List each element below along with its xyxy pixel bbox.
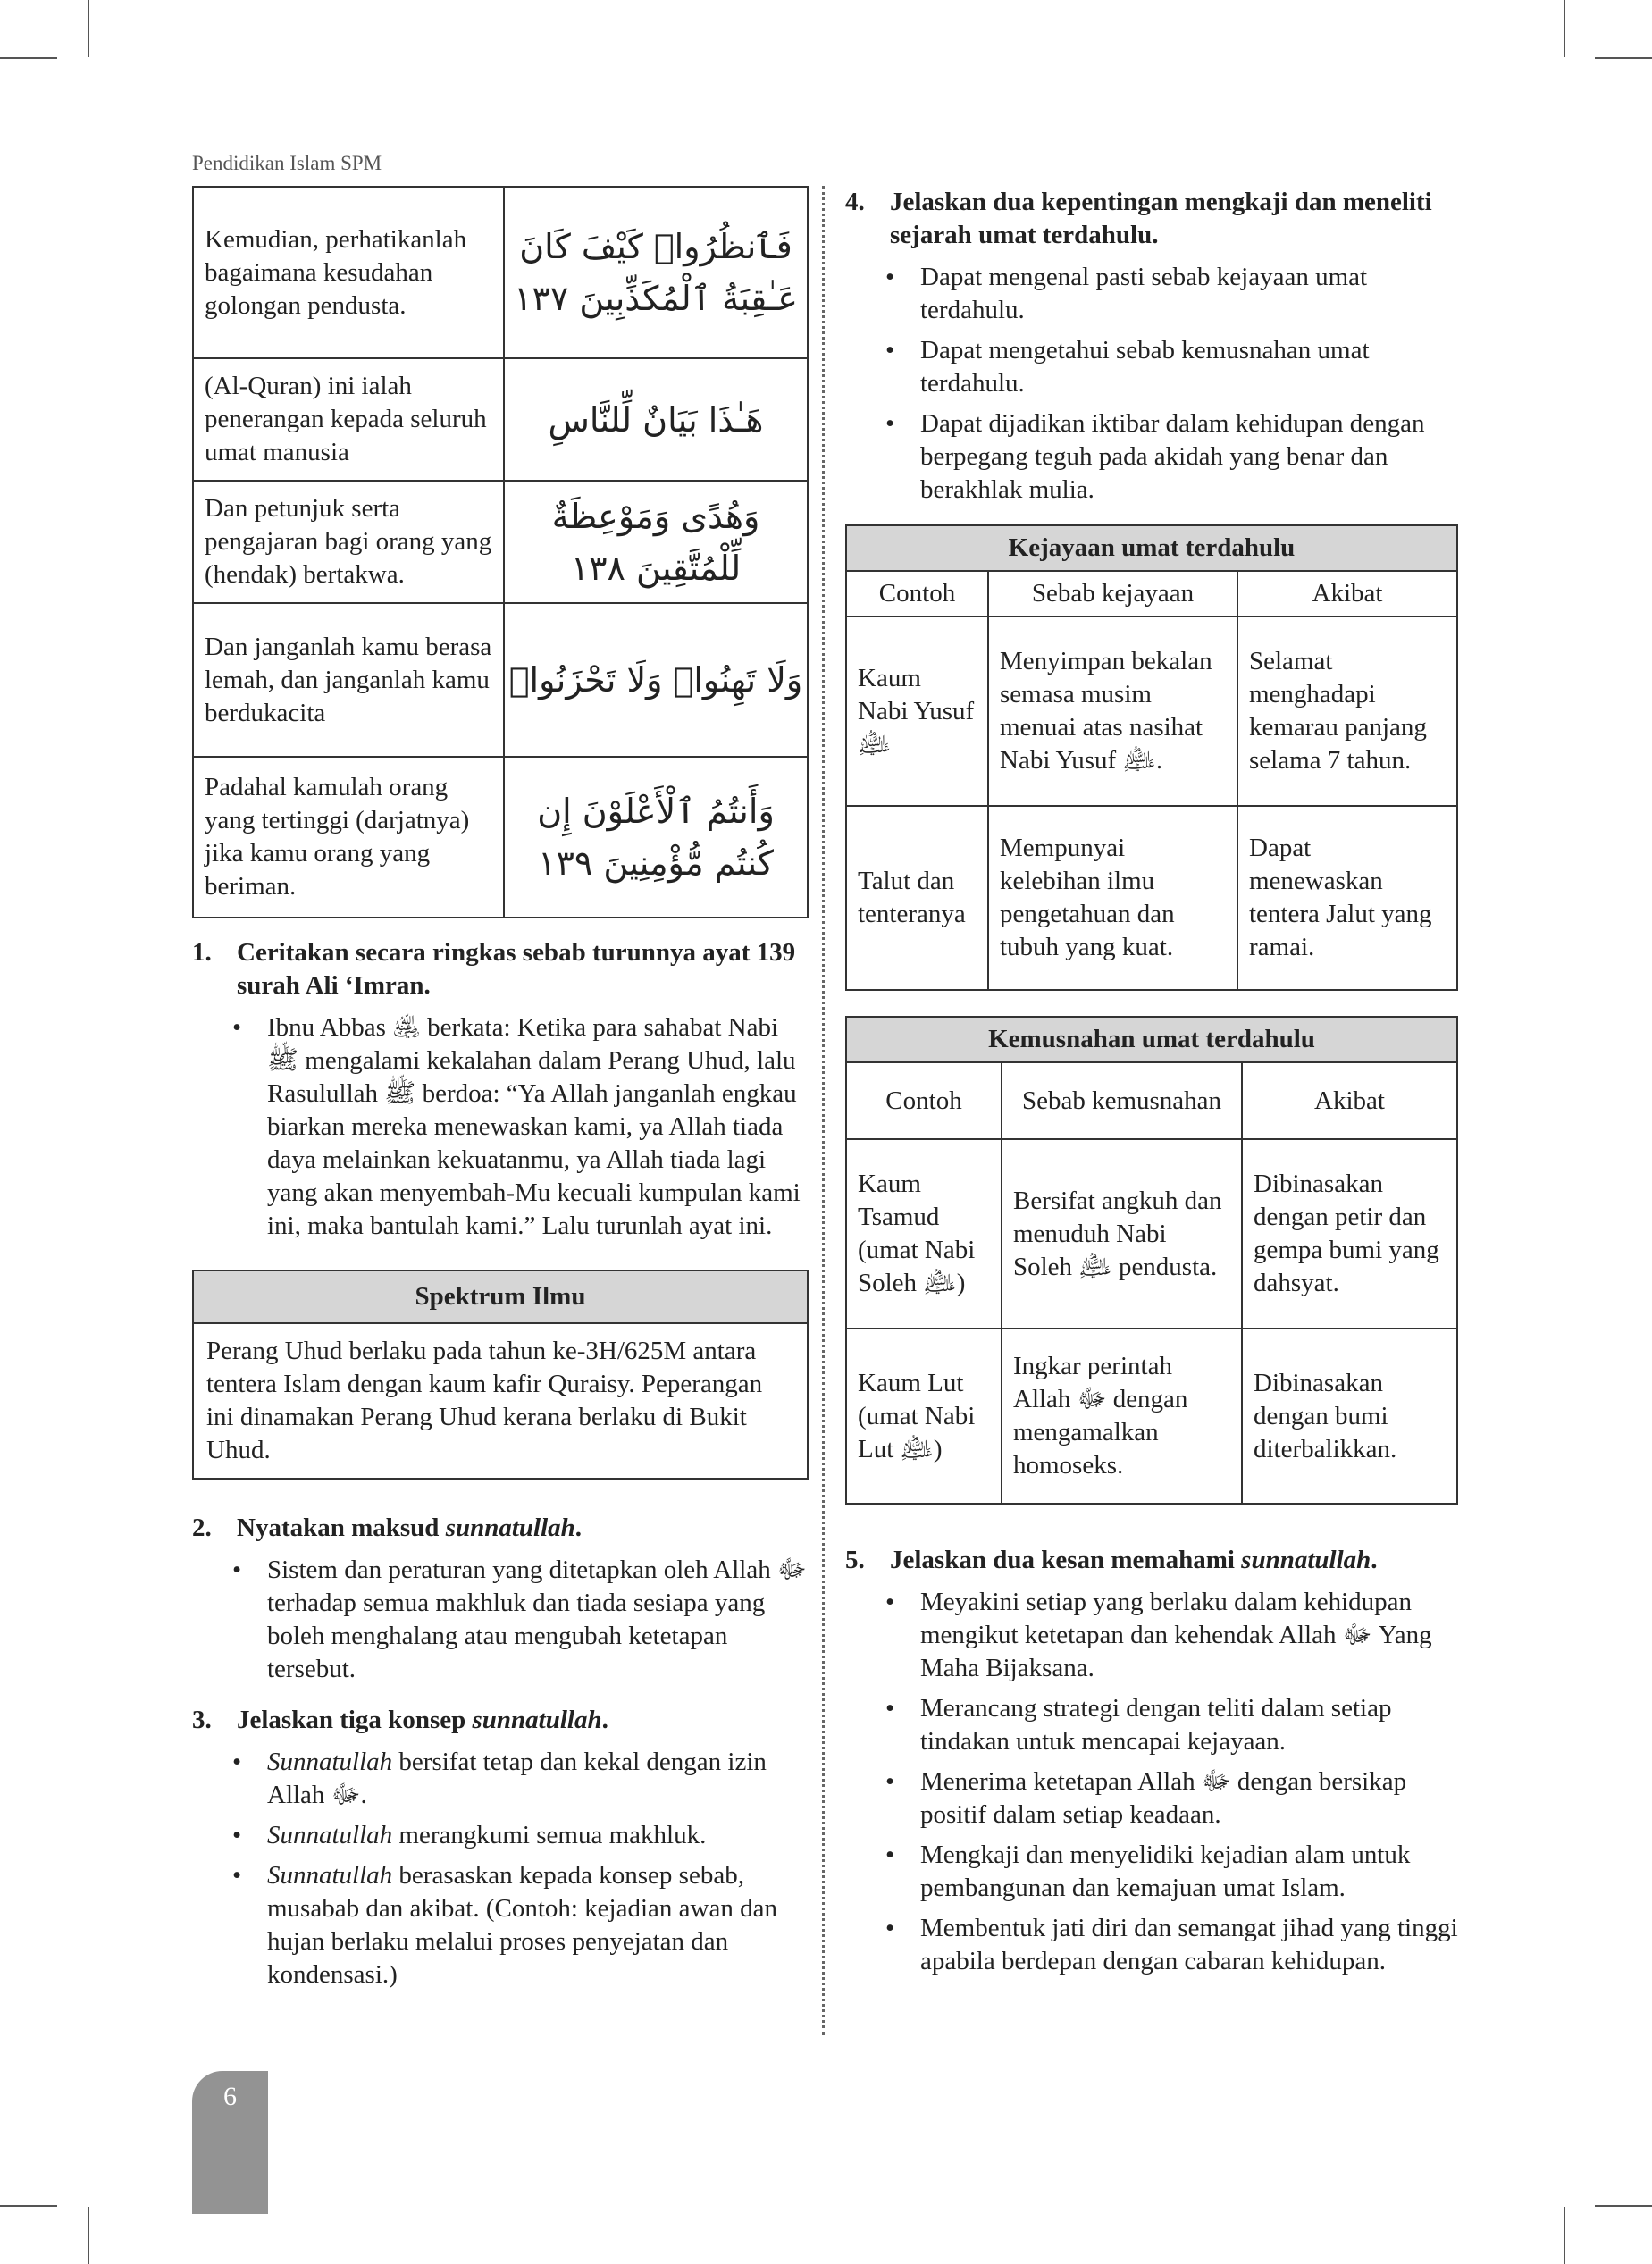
column-header: Sebab kejayaan (988, 571, 1237, 616)
table-cell: Mempunyai kelebihan ilmu pengetahuan dan tubuh yang kuat. (988, 806, 1237, 990)
verse-arabic: وَهُدًى وَمَوْعِظَةٌ لِّلْمُتَّقِينَ ١٣٨ (504, 481, 808, 603)
table-row (846, 1329, 1457, 1504)
column-header: Contoh (846, 1062, 1002, 1139)
verse-translation: Dan petunjuk serta pengajaran bagi orang yang (hendak) bertakwa. (193, 481, 504, 603)
crop-mark (1564, 0, 1565, 57)
spektrum-ilmu-box (192, 1270, 809, 1480)
crop-mark (1564, 2207, 1565, 2264)
right-column (845, 186, 1458, 1985)
table-row (193, 481, 808, 603)
verse-translation: Kemudian, perhatikanlah bagaimana kesudahan golongan pendusta. (193, 187, 504, 358)
table-row (846, 1139, 1457, 1329)
crop-mark (0, 2205, 57, 2207)
verse-arabic: هَـٰذَا بَيَانٌ لِّلنَّاسِ (504, 358, 808, 481)
answer-list-2 (192, 1554, 809, 1686)
table-row (846, 806, 1457, 990)
table-cell: Kaum Nabi Yusuf ﵇ (846, 616, 988, 806)
box-body: Perang Uhud berlaku pada tahun ke-3H/625M antara tentera Islam dengan kaum kafir Quraisy. Peperangan ini dinamakan Perang Uhud kerana berlaku di Bukit Uhud. (206, 1337, 763, 1464)
crop-mark (0, 57, 57, 59)
kemusnahan-table (845, 1016, 1458, 1505)
table-header-row (846, 1062, 1457, 1139)
table-cell: Dapat menewaskan tentera Jalut yang ramai. (1237, 806, 1457, 990)
table-row (193, 757, 808, 918)
verse-translation: Dan janganlah kamu berasa lemah, dan janganlah kamu berdukacita (193, 603, 504, 757)
question-5: 5. Jelaskan dua kesan memahami sunnatullah. (845, 1546, 1378, 1574)
answer-list-4 (845, 261, 1458, 507)
crop-mark (88, 0, 89, 57)
list-item: • Membentuk jati diri dan semangat jihad yang tinggi apabila berdepan dengan cabaran kehidupan. (845, 1912, 1458, 1978)
list-item: • Ibnu Abbas ﵁ berkata: Ketika para sahabat Nabi ﷺ mengalami kekalahan dalam Perang Uhud, lalu Rasulullah ﷺ berdoa: “Ya Allah janganlah engkau biarkan mereka menewaskan kami, ya Allah tiada daya melainkan kekuatanmu, ya Allah tiada lagi yang akan menyembah-Mu kecuali kumpulan kami ini, maka bantulah kami.” Lalu turunlah ayat ini. (192, 1011, 809, 1243)
table-header-row (846, 571, 1457, 616)
crop-mark (1595, 2205, 1652, 2207)
table-cell: Menyimpan bekalan semasa musim menuai atas nasihat Nabi Yusuf ﵇. (988, 616, 1237, 806)
left-column (192, 186, 809, 1999)
table-cell: Bersifat angkuh dan menuduh Nabi Soleh ﵇ pendusta. (1002, 1139, 1242, 1329)
table-row (193, 187, 808, 358)
running-header: Pendidikan Islam SPM (192, 152, 382, 174)
list-item: • Sunnatullah merangkumi semua makhluk. (192, 1819, 809, 1852)
table-cell: Ingkar perintah Allah ﷻ dengan mengamalkan homoseks. (1002, 1329, 1242, 1504)
list-item: • Dapat mengenal pasti sebab kejayaan umat terdahulu. (845, 261, 1458, 327)
table-cell: Talut dan tenteranya (846, 806, 988, 990)
question-3: 3. Jelaskan tiga konsep sunnatullah. (192, 1706, 608, 1734)
answer-list-3 (192, 1746, 809, 1991)
verse-table (192, 186, 809, 918)
list-item: • Sunnatullah berasaskan kepada konsep sebab, musabab dan akibat. (Contoh: kejadian awan dan hujan berlaku melalui proses penyejatan dan kondensasi.) (192, 1859, 809, 1991)
question-2: 2. Nyatakan maksud sunnatullah. (192, 1514, 583, 1542)
list-item: • Sistem dan peraturan yang ditetapkan oleh Allah ﷻ terhadap semua makhluk dan tiada sesiapa yang boleh menghalang atau mengubah ketetapan tersebut. (192, 1554, 809, 1686)
table-cell: Dibinasakan dengan petir dan gempa bumi yang dahsyat. (1242, 1139, 1457, 1329)
list-item: • Dapat dijadikan iktibar dalam kehidupan dengan berpegang teguh pada akidah yang benar dan berakhlak mulia. (845, 407, 1458, 507)
column-header: Contoh (846, 571, 988, 616)
question-1: 1. Ceritakan secara ringkas sebab turunnya ayat 139 surah Ali ‘Imran. (192, 938, 796, 1000)
page-number-tab (192, 2071, 268, 2214)
list-item: • Sunnatullah bersifat tetap dan kekal dengan izin Allah ﷻ. (192, 1746, 809, 1812)
column-header: Akibat (1242, 1062, 1457, 1139)
list-item: • Mengkaji dan menyelidiki kejadian alam untuk pembangunan dan kemajuan umat Islam. (845, 1839, 1458, 1905)
answer-list-1 (192, 1011, 809, 1243)
crop-mark (1595, 57, 1652, 59)
crop-mark (88, 2207, 89, 2264)
list-item: • Merancang strategi dengan teliti dalam setiap tindakan untuk mencapai kejayaan. (845, 1692, 1458, 1758)
verse-arabic: فَٱنظُرُوا۟ كَيْفَ كَانَ عَـٰقِبَةُ ٱلْمُكَذِّبِينَ ١٣٧ (504, 187, 808, 358)
verse-arabic: وَلَا تَهِنُوا۟ وَلَا تَحْزَنُوا۟ (504, 603, 808, 757)
list-item: • Menerima ketetapan Allah ﷻ dengan bersikap positif dalam setiap keadaan. (845, 1765, 1458, 1832)
verse-translation: Padahal kamulah orang yang tertinggi (darjatnya) jika kamu orang yang beriman. (193, 757, 504, 918)
answer-list-5 (845, 1586, 1458, 1978)
table-cell: Selamat menghadapi kemarau panjang selama 7 tahun. (1237, 616, 1457, 806)
box-title: Spektrum Ilmu (194, 1271, 807, 1324)
question-4: 4. Jelaskan dua kepentingan mengkaji dan meneliti sejarah umat terdahulu. (845, 188, 1432, 249)
page-number: 6 (223, 2082, 237, 2111)
table-title: Kemusnahan umat terdahulu (846, 1017, 1457, 1062)
column-header: Sebab kemusnahan (1002, 1062, 1242, 1139)
list-item: • Dapat mengetahui sebab kemusnahan umat terdahulu. (845, 334, 1458, 400)
verse-arabic: وَأَنتُمُ ٱلْأَعْلَوْنَ إِن كُنتُم مُّؤْمِنِينَ ١٣٩ (504, 757, 808, 918)
table-row (193, 603, 808, 757)
table-title: Kejayaan umat terdahulu (846, 525, 1457, 571)
verse-translation: (Al-Quran) ini ialah penerangan kepada seluruh umat manusia (193, 358, 504, 481)
kejayaan-table (845, 524, 1458, 991)
table-cell: Kaum Lut (umat Nabi Lut ﵇) (846, 1329, 1002, 1504)
table-cell: Kaum Tsamud (umat Nabi Soleh ﵇) (846, 1139, 1002, 1329)
table-cell: Dibinasakan dengan bumi diterbalikkan. (1242, 1329, 1457, 1504)
table-row (193, 358, 808, 481)
table-row (846, 616, 1457, 806)
column-header: Akibat (1237, 571, 1457, 616)
column-divider (822, 186, 825, 2035)
list-item: • Meyakini setiap yang berlaku dalam kehidupan mengikut ketetapan dan kehendak Allah ﷻ Yang Maha Bijaksana. (845, 1586, 1458, 1685)
